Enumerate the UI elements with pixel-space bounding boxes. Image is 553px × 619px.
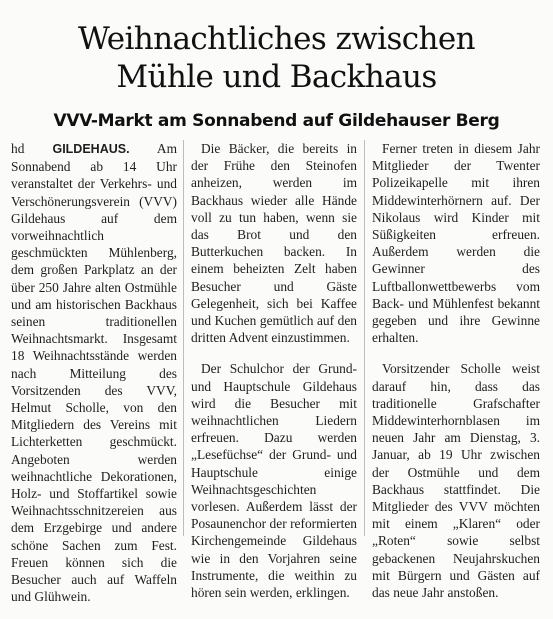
article-column-3	[372, 140, 540, 615]
dateline-prefix: hd	[11, 141, 25, 156]
paragraph	[11, 140, 177, 605]
column-divider	[183, 140, 184, 536]
paragraph: Die Bäcker, die bereits in der Frühe den Steinofen anheizen, werden im Backhaus wieder alle Hände voll zu tun haben, wenn sie das Brot und den Butterkuchen backen. In einem beheizten Zelt haben Besucher und Gäste Gelegenheit, sich bei Kaffee und Kuchen gemütlich auf den dritten Advent einzustimmen.	[191, 141, 357, 346]
paragraph-text: Am Sonnabend ab 14 Uhr veranstaltet der Verkehrs- und Verschönerungsverein (VVV) Gildehaus auf dem vorweihnachtlich geschmückten Mühlenberg, dem großen Parkplatz an der über 250 Jahre alten Ostmühle und am historischen Backhaus seinen traditionellen Weihnachtsmarkt. Insgesamt 18 Weihnachtsstände werden nach Mitteilung des Vorsitzenden des VVV, Helmut Scholle, von den Mitgliedern des Vereins mit Lichterketten geschmückt. Angeboten werden weihnachtliche Dekorationen, Holz- und Stoffartikel sowie Weihnachtsschnitzereien aus dem Erzgebirge und andere schöne Sachen zum Fest. Freuen können sich die Besucher auch auf Waffeln und Glühwein.	[11, 141, 177, 605]
headline-line-1: Weihnachtliches zwischen	[78, 21, 475, 57]
subheadline: VVV-Markt am Sonnabend auf Gildehauser Berg	[53, 111, 500, 131]
paragraph: Ferner treten in diesem Jahr Mitglieder der Twenter Polizeikapelle mit ihren Middewinterhörnern auf. Der Nikolaus wird Kinder mit Süßigkeiten erfreuen. Außerdem werden die Gewinner des Luftballonwettbewerbs vom Back- und Mühlenfest bekannt gegeben und ihre Gewinne erhalten.	[372, 141, 540, 346]
column-divider	[364, 140, 365, 536]
article-column-1	[11, 140, 177, 619]
paragraph: Vorsitzender Scholle weist darauf hin, dass das traditionelle Grafschafter Middewinterhornblasen im neuen Jahr am Dienstag, 3. Januar, ab 19 Uhr zwischen der Ostmühle und dem Backhaus stattfindet. Die Mitglieder des VVV möchten mit einem „Klaren“ oder „Roten“ sowie selbst gebackenen Neujahrskuchen mit Bürgern und Gästen auf das neue Jahr anstoßen.	[372, 361, 540, 601]
dateline-location: GILDEHAUS.	[52, 142, 130, 156]
headline	[0, 20, 553, 96]
headline-line-2: Mühle und Backhaus	[116, 59, 437, 95]
article-column-2	[191, 140, 357, 615]
paragraph: Der Schulchor der Grund- und Hauptschule Gildehaus wird die Besucher mit weihnachtlichen Liedern erfreuen. Dazu werden „Lesefüchse“ der Grund- und Hauptschule einige Weihnachtsgeschichten vorlesen. Außerdem lässt der Posaunenchor der reformierten Kirchengemeinde Gildehaus wie in den Vorjahren seine Instrumente, die weithin zu hören sein werden, erklingen.	[191, 361, 357, 601]
